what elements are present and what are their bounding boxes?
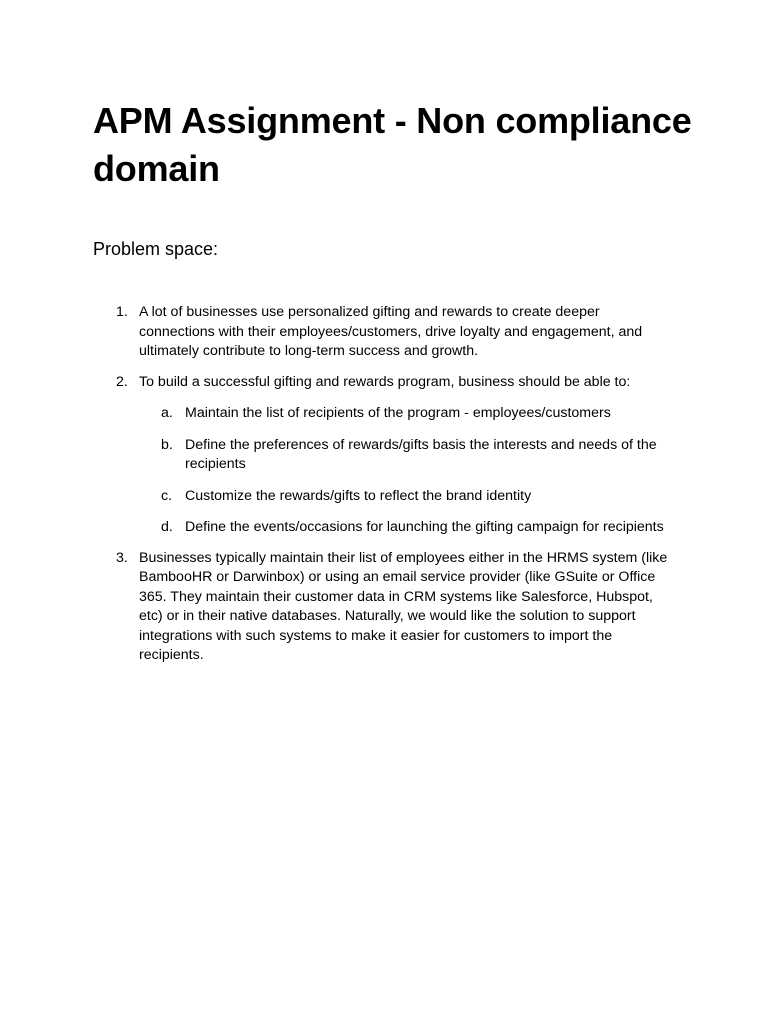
list-marker: 3.	[116, 549, 128, 566]
sub-list-marker: a.	[161, 405, 173, 421]
sub-list-item	[139, 487, 679, 507]
sub-list-marker: d.	[161, 519, 173, 535]
sub-list-marker: c.	[161, 487, 173, 504]
list-item	[0, 373, 679, 538]
list-item-text: Businesses typically maintain their list of employees either in the HRMS system (like BambooHR or Darwinbox) or using an email service provider (like GSuite or Office 365. They maintain their customer data in CRM systems like Salesforce, Hubspot, etc) or in their native databases. Naturally, we would like the solution to support integrations with such systems to make it easier for customers to import the recipients.	[139, 549, 668, 663]
list-marker: 1.	[116, 304, 128, 320]
sub-list-marker: b.	[161, 436, 173, 453]
sub-list	[139, 404, 679, 538]
list-item-text: A lot of businesses use personalized gifting and rewards to create deeper connections with their employees/customers, drive loyalty and engagement, and ultimately contribute to long-term success and growth.	[139, 304, 643, 359]
sub-list-item	[139, 436, 679, 475]
sub-list-item-text: Customize the rewards/gifts to reflect the brand identity	[185, 487, 532, 504]
sub-list-item	[139, 404, 679, 424]
document-title: APM Assignment - Non compliance domain	[93, 100, 692, 189]
section-heading: Problem space:	[93, 239, 219, 259]
list-item	[0, 549, 679, 666]
sub-list-item-text: Define the preferences of rewards/gifts basis the interests and needs of the recipients	[185, 436, 657, 472]
sub-list-item-text: Define the events/occasions for launching the gifting campaign for recipients	[185, 519, 664, 535]
sub-list-item-text: Maintain the list of recipients of the program - employees/customers	[185, 405, 611, 421]
list-item-text: To build a successful gifting and rewards program, business should be able to:	[139, 373, 631, 390]
list-item	[0, 303, 679, 362]
problem-list	[0, 303, 768, 677]
sub-list-item	[139, 518, 679, 538]
list-marker: 2.	[116, 373, 128, 390]
